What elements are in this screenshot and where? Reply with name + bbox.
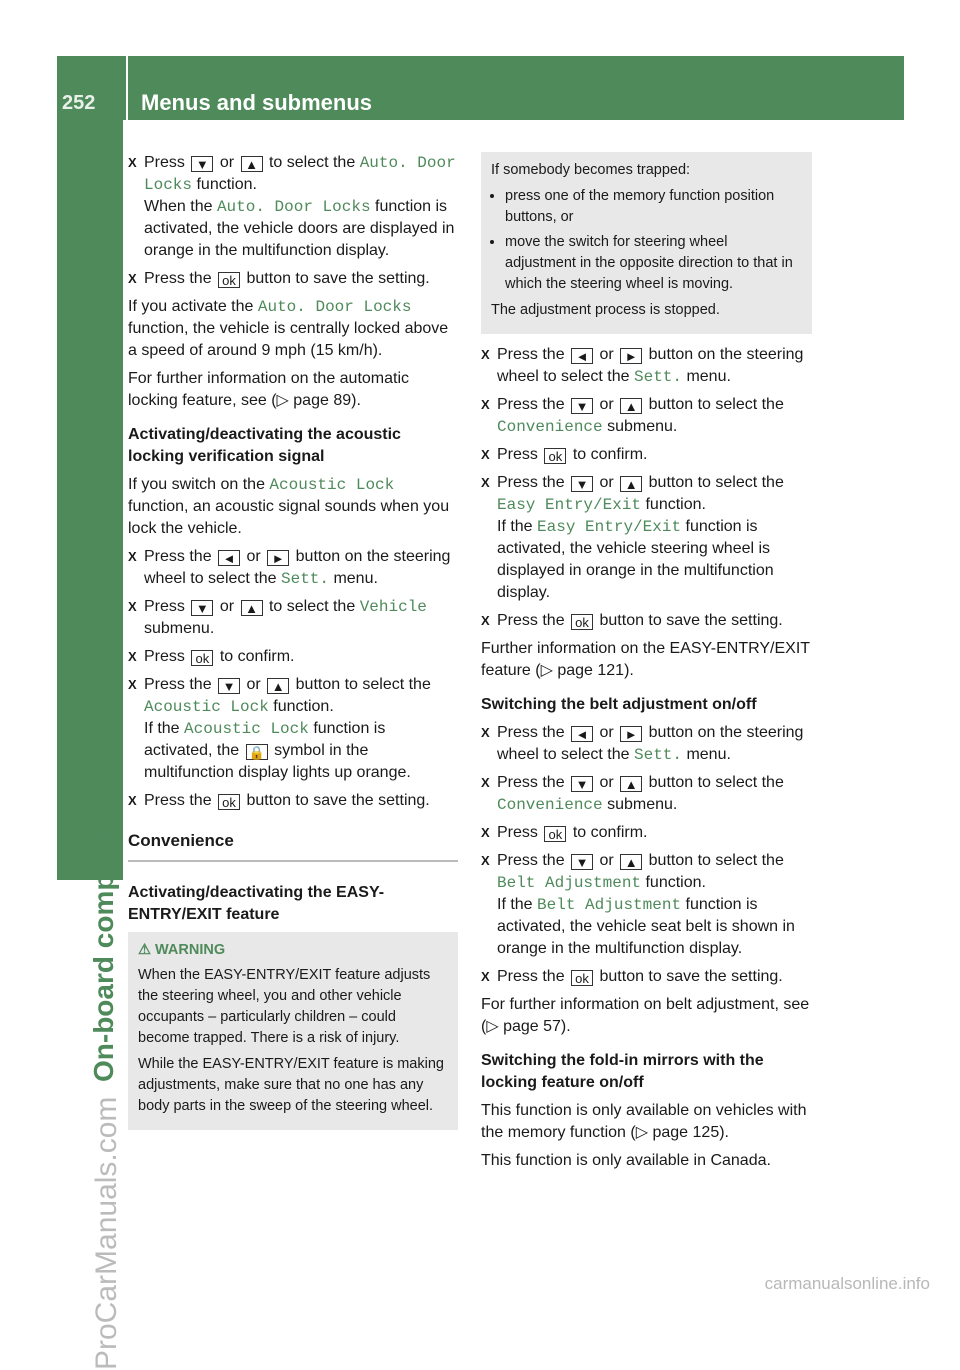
step-arrow-icon: X <box>481 969 490 984</box>
warning-title: ⚠ WARNING <box>138 942 226 958</box>
step-arrow-icon: X <box>128 793 137 808</box>
ok-key-icon: ok <box>218 272 240 288</box>
section-title-convenience: Convenience <box>128 830 458 862</box>
step-confirm: X Press ok to confirm. <box>481 446 648 464</box>
step-select-vehicle: X Press ▼ or ▲ to select the Vehicle submenu. <box>128 598 427 637</box>
step-select-convenience: X Press the ▼ or ▲ button to select the Convenience submenu. <box>481 774 784 814</box>
step-select-convenience: X Press the ▼ or ▲ button to select the Convenience submenu. <box>481 396 784 436</box>
paragraph: Further information on the EASY-ENTRY/EXIT feature (▷ page 121). <box>481 640 810 679</box>
paragraph: This function is only available in Canada. <box>481 1152 771 1169</box>
step-arrow-icon: X <box>128 599 137 614</box>
header-divider <box>126 56 128 120</box>
right-key-icon: ► <box>267 550 289 566</box>
step-save: X Press the ok button to save the setting. <box>481 968 783 986</box>
section-heading: Switching the belt adjustment on/off <box>481 696 757 713</box>
up-key-icon: ▲ <box>620 776 642 792</box>
up-key-icon: ▲ <box>620 476 642 492</box>
left-column <box>128 152 458 1140</box>
paragraph: For further information on the automatic locking feature, see (▷ page 89). <box>128 370 410 409</box>
warning-text: If somebody becomes trapped: <box>491 162 691 178</box>
page-number: 252 <box>62 92 96 114</box>
warning-text: The adjustment process is stopped. <box>491 302 720 318</box>
left-key-icon: ◄ <box>218 550 240 566</box>
left-key-icon: ◄ <box>571 726 593 742</box>
step-arrow-icon: X <box>128 677 137 692</box>
step-save: X Press the ok button to save the setting. <box>481 612 783 630</box>
right-key-icon: ► <box>620 726 642 742</box>
step-arrow-icon: X <box>481 825 490 840</box>
down-key-icon: ▼ <box>571 776 593 792</box>
down-key-icon: ▼ <box>571 476 593 492</box>
step-arrow-icon: X <box>481 775 490 790</box>
step-arrow-icon: X <box>481 347 490 362</box>
warning-text: When the EASY-ENTRY/EXIT feature adjusts the steering wheel, you and other vehicle occupants – particularly children – could become trapped. There is a risk of injury. <box>138 967 431 1046</box>
step-confirm: X Press ok to confirm. <box>128 648 295 666</box>
ok-key-icon: ok <box>191 650 213 666</box>
left-key-icon: ◄ <box>571 348 593 364</box>
menu-term: Auto. Door Locks <box>144 154 456 194</box>
side-chapter-label: On-board computer and displays <box>88 643 119 1082</box>
list-item: • move the switch for steering wheel adjustment in the opposite direction to that in which the steering wheel is moving. <box>505 232 802 295</box>
step-arrow-icon: X <box>481 613 490 628</box>
step-select-sett: X Press the ◄ or ► button on the steering wheel to select the Sett. menu. <box>128 548 451 588</box>
step-arrow-icon: X <box>128 155 137 170</box>
up-key-icon: ▲ <box>620 854 642 870</box>
paragraph: If you switch on the Acoustic Lock function, an acoustic signal sounds when you lock the vehicle. <box>128 476 450 537</box>
step-save: X Press the ok button to save the setting. <box>128 792 430 810</box>
up-key-icon: ▲ <box>241 156 263 172</box>
step-arrow-icon: X <box>481 447 490 462</box>
paragraph: This function is only available on vehicles with the memory function (▷ page 125). <box>481 1102 807 1141</box>
section-heading: Switching the fold-in mirrors with the locking feature on/off <box>481 1052 764 1091</box>
list-item: • press one of the memory function position buttons, or <box>505 186 802 228</box>
ok-key-icon: ok <box>544 448 566 464</box>
step-arrow-icon: X <box>481 853 490 868</box>
ok-key-icon: ok <box>218 794 240 810</box>
step-select-belt-adjustment: X Press the ▼ or ▲ button to select the Belt Adjustment function. If the Belt Adjustment function is activated, the vehicle seat belt is shown in orange in the multifunction display. <box>481 852 795 957</box>
lock-icon: 🔒 <box>246 744 268 760</box>
up-key-icon: ▲ <box>620 398 642 414</box>
ok-key-icon: ok <box>544 826 566 842</box>
down-key-icon: ▼ <box>191 600 213 616</box>
section-heading: Activating/deactivating the EASY-ENTRY/EXIT feature <box>128 884 385 923</box>
down-key-icon: ▼ <box>571 398 593 414</box>
step-select-easy-entry: X Press the ▼ or ▲ button to select the Easy Entry/Exit function. If the Easy Entry/Exit function is activated, the vehicle steering wheel is displayed in orange in the multifunction display. <box>481 474 784 601</box>
step-select-auto-door-locks: X Press ▼ or ▲ to select the Auto. Door Locks function. When the Auto. Door Locks function is activated, the vehicle doors are displayed in orange in the multifunction display. <box>128 154 456 259</box>
warning-text: While the EASY-ENTRY/EXIT feature is making adjustments, make sure that no one has any body parts in the sweep of the steering wheel. <box>138 1056 444 1114</box>
paragraph: If you activate the Auto. Door Locks function, the vehicle is centrally locked above a speed of around 9 mph (15 km/h). <box>128 298 449 359</box>
up-key-icon: ▲ <box>241 600 263 616</box>
step-save: X Press the ok button to save the setting. <box>128 270 430 288</box>
step-arrow-icon: X <box>481 397 490 412</box>
menu-term: Auto. Door Locks <box>216 198 371 216</box>
step-confirm: X Press ok to confirm. <box>481 824 648 842</box>
up-key-icon: ▲ <box>267 678 289 694</box>
step-arrow-icon: X <box>128 549 137 564</box>
warning-icon: ⚠ <box>138 942 151 958</box>
down-key-icon: ▼ <box>191 156 213 172</box>
step-arrow-icon: X <box>481 725 490 740</box>
warning-box <box>128 932 458 1130</box>
step-select-sett: X Press the ◄ or ► button on the steering wheel to select the Sett. menu. <box>481 724 804 764</box>
right-key-icon: ► <box>620 348 642 364</box>
footer-watermark: carmanualsonline.info <box>764 1274 930 1293</box>
step-select-sett: X Press the ◄ or ► button on the steering wheel to select the Sett. menu. <box>481 346 804 386</box>
down-key-icon: ▼ <box>218 678 240 694</box>
watermark: ProCarManuals.com <box>90 1096 123 1370</box>
warning-box-continued <box>481 152 812 334</box>
step-select-acoustic-lock: X Press the ▼ or ▲ button to select the Acoustic Lock function. If the Acoustic Lock function is activated, the 🔒 symbol in the multifunction display lights up orange. <box>128 676 431 781</box>
paragraph: For further information on belt adjustment, see (▷ page 57). <box>481 996 810 1035</box>
step-arrow-icon: X <box>481 475 490 490</box>
ok-key-icon: ok <box>571 614 593 630</box>
page-title: Menus and submenus <box>141 90 373 115</box>
ok-key-icon: ok <box>571 970 593 986</box>
step-arrow-icon: X <box>128 649 137 664</box>
right-column <box>481 152 812 1178</box>
down-key-icon: ▼ <box>571 854 593 870</box>
section-heading: Activating/deactivating the acoustic locking verification signal <box>128 426 401 465</box>
step-arrow-icon: X <box>128 271 137 286</box>
